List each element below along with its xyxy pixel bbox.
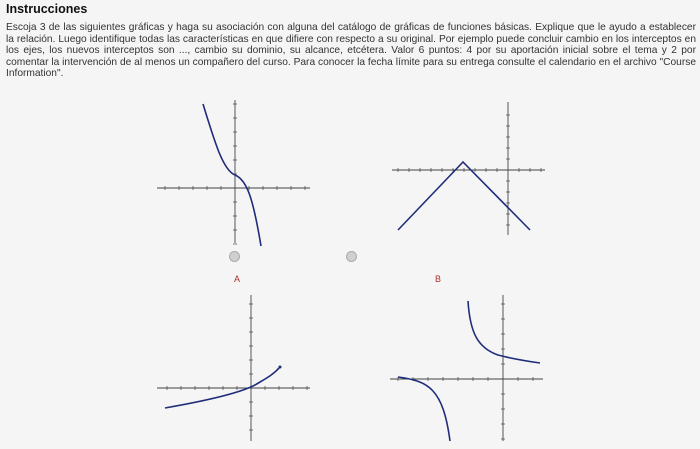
graph-a-label: A <box>234 274 241 284</box>
graph-d <box>388 293 548 443</box>
graph-b-badge <box>346 251 357 262</box>
graph-c <box>155 293 315 443</box>
graph-b <box>390 100 550 240</box>
instructions-heading: Instrucciones <box>6 2 88 16</box>
graph-a <box>155 98 315 248</box>
instructions-paragraph: Escoja 3 de las siguientes gráficas y haga su asociación con alguna del catálogo de gráficas de funciones básicas. Explique que le ayudo a establecer la relación. Luego identifique todas las características en que difiere con respecto a su original. Por ejemplo puede concluir cambio en los interceptos en los ejes, los nuevos interceptos son ..., cambio su dominio, su alcance, etcétera. Valor 6 puntos: 4 por su aportación inicial sobre el tema y 2 por comentar la intervención de al menos un compañero del curso. Para conocer la fecha límite para su entrega consulte el calendario en el archivo "Course Information". <box>6 22 696 80</box>
graph-b-label: B <box>435 274 442 284</box>
graph-a-badge <box>229 251 240 262</box>
